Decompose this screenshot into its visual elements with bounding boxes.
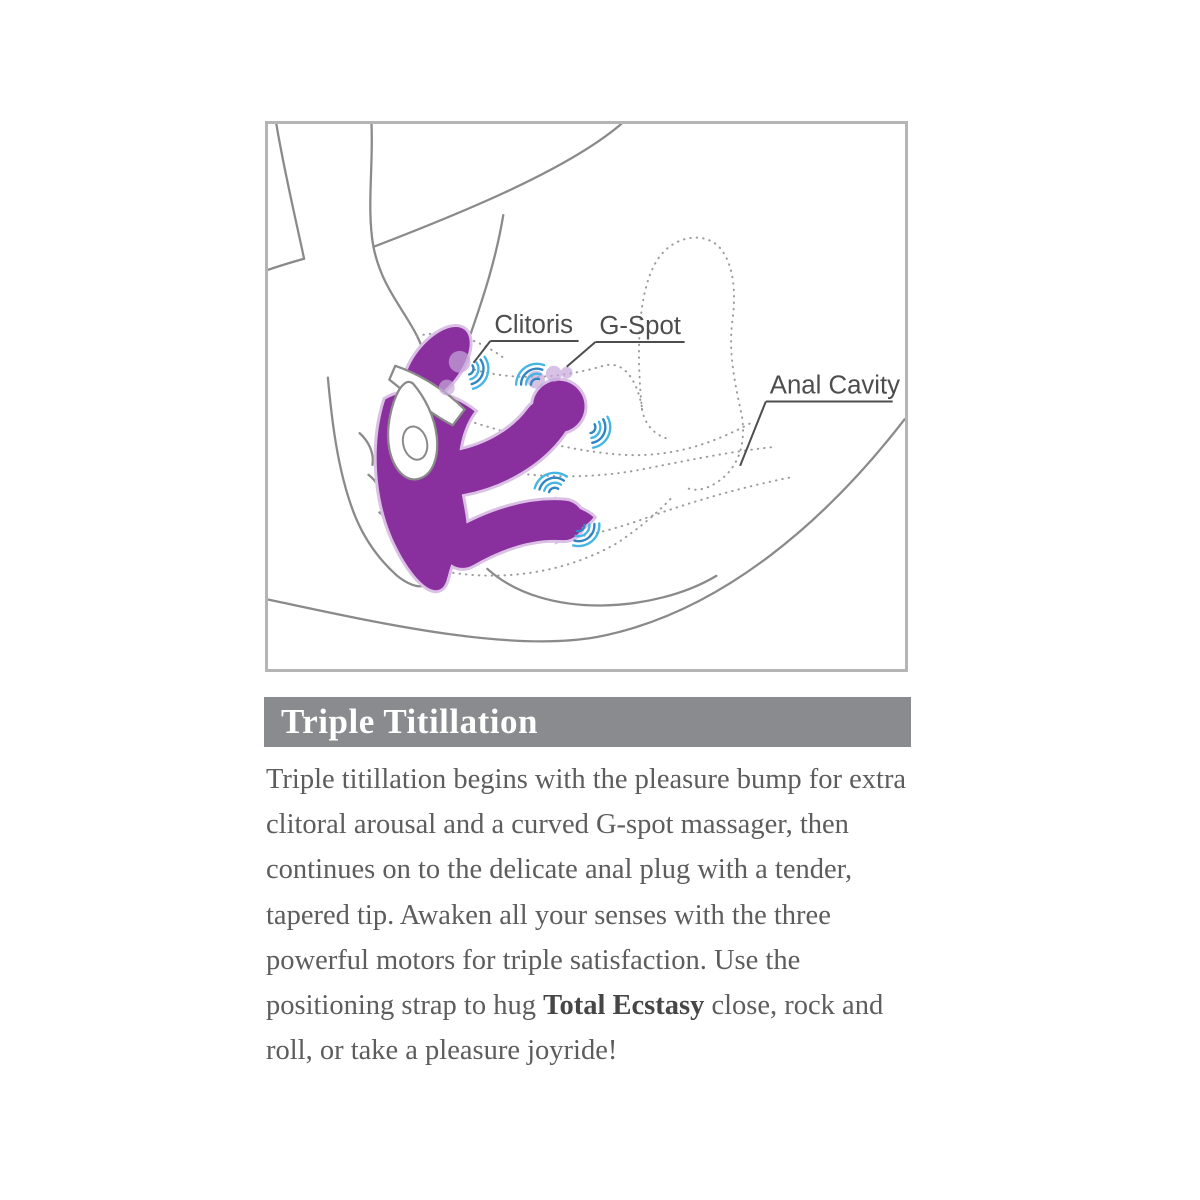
vibration-waves-icon bbox=[585, 413, 615, 451]
arm-outer-line bbox=[276, 124, 304, 259]
section-title: Triple Titillation bbox=[281, 702, 538, 741]
anal-cavity-label: Anal Cavity bbox=[769, 371, 901, 400]
g-spot-leader-line bbox=[567, 342, 596, 367]
product-name-bold: Total Ecstasy bbox=[543, 990, 705, 1022]
anatomy-diagram-frame bbox=[265, 121, 908, 672]
section-title-bar bbox=[264, 697, 911, 747]
label-anal-cavity bbox=[740, 372, 900, 466]
clitoris-spot bbox=[439, 380, 455, 396]
vibration-waves-icon bbox=[532, 468, 570, 496]
description-text: close, rock and roll, or take a pleasure joyride! bbox=[266, 990, 884, 1067]
anal-prong-shaft bbox=[463, 520, 564, 548]
product-description bbox=[266, 757, 921, 1073]
description-text: Triple titillation begins with the pleasure bump for extra clitoral arousal and a curved G-spot massager, then continues on to the delicate anal plug with a tender, tapered tip. Awaken all your senses with the three powerful motors for triple satisfaction. Use the positioning strap to hug bbox=[266, 764, 907, 1022]
clitoris-leader-line bbox=[474, 341, 491, 363]
gspot-prong-tip bbox=[533, 381, 585, 433]
anatomy-illustration bbox=[268, 124, 905, 669]
buttock-crease-line bbox=[487, 569, 716, 606]
gspot-spot bbox=[546, 366, 562, 382]
g-spot-label: G-Spot bbox=[599, 312, 681, 341]
wrist-line bbox=[268, 259, 304, 270]
label-g-spot bbox=[567, 312, 685, 367]
clitoris-label: Clitoris bbox=[494, 311, 574, 340]
buttock-contour-line bbox=[268, 419, 904, 641]
knuckle-crease bbox=[360, 433, 373, 465]
uterus-dotted-outline bbox=[639, 238, 743, 490]
gspot-spot bbox=[561, 367, 573, 379]
anal-cavity-leader-line bbox=[740, 401, 766, 465]
belly-contour-line bbox=[373, 124, 621, 247]
label-clitoris bbox=[474, 311, 579, 363]
arm-inner-line bbox=[370, 124, 425, 372]
uterus-dotted-hook bbox=[642, 409, 669, 439]
clitoris-spot bbox=[449, 351, 471, 373]
